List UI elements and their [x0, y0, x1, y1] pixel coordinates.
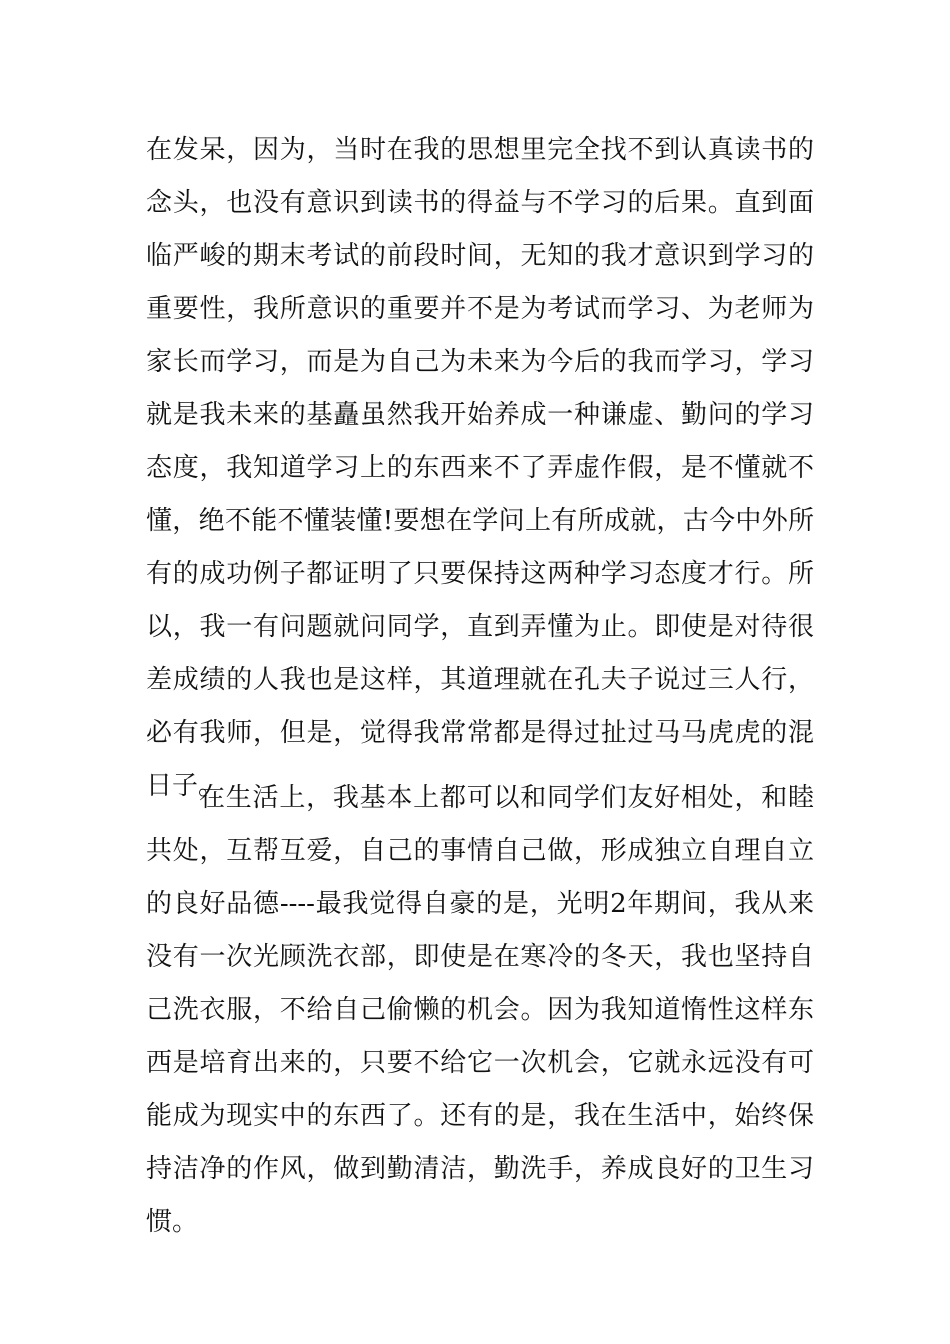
paragraph-study	[146, 124, 814, 813]
text-line: 必有我师，但是，觉得我常常都是得过扯过马马虎虎的混	[146, 718, 814, 748]
text-line: 态度，我知道学习上的东西来不了弄虚作假，是不懂就不	[146, 453, 814, 483]
text-line-last: 惯。	[146, 1207, 199, 1237]
text-line: 临严峻的期末考试的前段时间，无知的我才意识到学习的	[146, 241, 814, 271]
text-line: 差成绩的人我也是这样，其道理就在孔夫子说过三人行，	[146, 665, 814, 695]
text-line: 家长而学习，而是为自己为未来为今后的我而学习，学习	[146, 347, 814, 377]
paragraph-life	[146, 772, 814, 1249]
text-line: 共处，互帮互爱，自己的事情自己做，形成独立自理自立	[146, 836, 814, 866]
text-line: 重要性，我所意识的重要并不是为考试而学习、为老师为	[146, 294, 814, 324]
text-line: 就是我未来的基矗虽然我开始养成一种谦虚、勤问的学习	[146, 400, 814, 430]
text-line: 以，我一有问题就问同学，直到弄懂为止。即使是对待很	[146, 612, 814, 642]
text-line: 有的成功例子都证明了只要保持这两种学习态度才行。所	[146, 559, 814, 589]
text-line: 没有一次光顾洗衣部，即使是在寒冷的冬天，我也坚持自	[146, 942, 814, 972]
text-line-last: 日子。	[146, 771, 225, 801]
text-line: 西是培育出来的，只要不给它一次机会，它就永远没有可	[146, 1048, 814, 1078]
text-line: 能成为现实中的东西了。还有的是，我在生活中，始终保	[146, 1101, 814, 1131]
text-line: 懂，绝不能不懂装懂!要想在学问上有所成就，古今中外所	[146, 506, 814, 536]
text-line: 持洁净的作风，做到勤清洁，勤洗手，养成良好的卫生习	[146, 1154, 814, 1184]
text-line-first: 在生活上，我基本上都可以和同学们友好相处，和睦	[199, 783, 814, 813]
text-line: 念头，也没有意识到读书的得益与不学习的后果。直到面	[146, 188, 814, 218]
text-line: 在发呆，因为，当时在我的思想里完全找不到认真读书的	[146, 135, 814, 165]
text-line: 己洗衣服，不给自己偷懒的机会。因为我知道惰性这样东	[146, 995, 814, 1025]
text-line: 的良好品德----最我觉得自豪的是，光明2年期间，我从来	[146, 889, 814, 919]
